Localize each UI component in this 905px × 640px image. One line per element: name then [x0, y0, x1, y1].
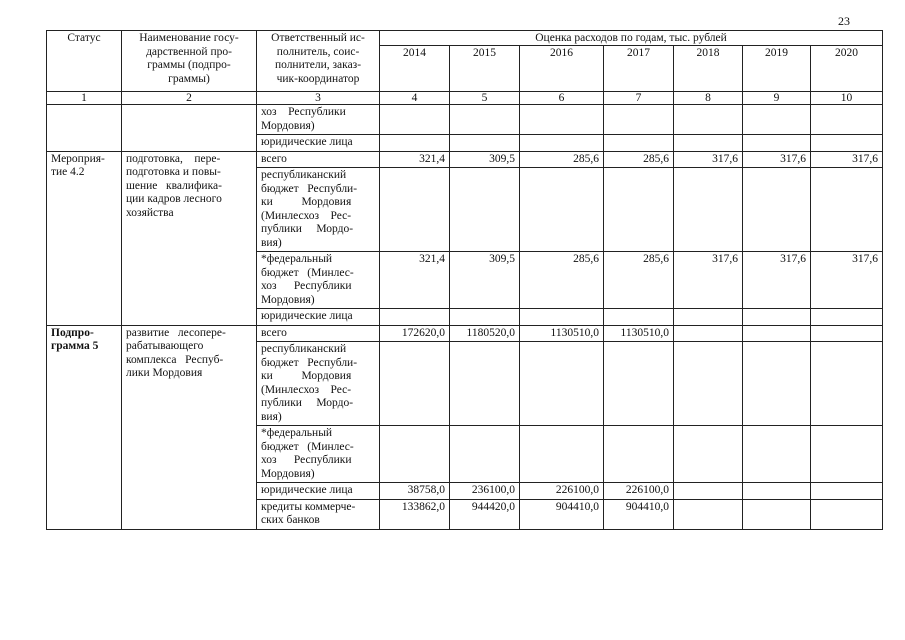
- year-2014: 2014: [380, 46, 450, 92]
- value-cell: 944420,0: [450, 499, 520, 529]
- header-estimate: Оценка расходов по годам, тыс. рублей: [380, 31, 883, 46]
- col-num: 1: [47, 92, 122, 105]
- responsible-cell: кредиты коммерче- ских банков: [257, 499, 380, 529]
- responsible-cell: юридические лица: [257, 309, 380, 326]
- status-cell: Подпро- грамма 5: [47, 325, 122, 529]
- col-num: 6: [520, 92, 604, 105]
- value-cell: 317,6: [811, 151, 883, 168]
- responsible-cell: всего: [257, 151, 380, 168]
- value-cell: 236100,0: [450, 483, 520, 500]
- value-cell: 904410,0: [520, 499, 604, 529]
- header-row: [47, 31, 883, 46]
- expense-table: [46, 30, 883, 530]
- year-2016: 2016: [520, 46, 604, 92]
- year-2019: 2019: [743, 46, 811, 92]
- responsible-cell: хоз Республики Мордовия): [257, 105, 380, 135]
- responsible-cell: всего: [257, 325, 380, 342]
- status-cell: Мероприя- тие 4.2: [47, 151, 122, 325]
- value-cell: 1130510,0: [604, 325, 674, 342]
- value-cell: 321,4: [380, 252, 450, 309]
- value-cell: 309,5: [450, 151, 520, 168]
- value-cell: 172620,0: [380, 325, 450, 342]
- responsible-cell: республиканский бюджет Республи- ки Мордовия (Минлесхоз Рес- публики Мордо- вия): [257, 342, 380, 426]
- program-name-cell: подготовка, пере- подготовка и повы- шение квалифика- ции кадров лесного хозяйства: [122, 151, 257, 325]
- value-cell: 38758,0: [380, 483, 450, 500]
- year-2020: 2020: [811, 46, 883, 92]
- value-cell: 904410,0: [604, 499, 674, 529]
- value-cell: 317,6: [743, 151, 811, 168]
- responsible-cell: юридические лица: [257, 135, 380, 152]
- responsible-cell: юридические лица: [257, 483, 380, 500]
- responsible-cell: *федеральный бюджет (Минлес- хоз Республики Мордовия): [257, 426, 380, 483]
- year-2015: 2015: [450, 46, 520, 92]
- header-responsible: Ответственный ис- полнитель, соис- полнители, заказ- чик-координатор: [257, 31, 380, 92]
- year-2018: 2018: [674, 46, 743, 92]
- col-num: 9: [743, 92, 811, 105]
- value-cell: 1130510,0: [520, 325, 604, 342]
- status-cell: [47, 105, 122, 152]
- responsible-cell: республиканский бюджет Республи- ки Мордовия (Минлесхоз Рес- публики Мордо- вия): [257, 168, 380, 252]
- value-cell: 317,6: [674, 252, 743, 309]
- value-cell: 1180520,0: [450, 325, 520, 342]
- year-2017: 2017: [604, 46, 674, 92]
- page-number: 23: [838, 14, 850, 28]
- value-cell: 226100,0: [604, 483, 674, 500]
- header-status: Статус: [47, 31, 122, 92]
- value-cell: 309,5: [450, 252, 520, 309]
- table-row: [47, 105, 883, 135]
- value-cell: 317,6: [674, 151, 743, 168]
- col-num: 10: [811, 92, 883, 105]
- value-cell: 133862,0: [380, 499, 450, 529]
- program-name-cell: [122, 105, 257, 152]
- col-num: 2: [122, 92, 257, 105]
- value-cell: 285,6: [604, 252, 674, 309]
- value-cell: 317,6: [743, 252, 811, 309]
- value-cell: 285,6: [604, 151, 674, 168]
- col-num: 3: [257, 92, 380, 105]
- col-num: 5: [450, 92, 520, 105]
- column-numbers-row: [47, 92, 883, 105]
- value-cell: 226100,0: [520, 483, 604, 500]
- value-cell: 285,6: [520, 151, 604, 168]
- col-num: 4: [380, 92, 450, 105]
- table-row: [47, 151, 883, 168]
- col-num: 7: [604, 92, 674, 105]
- value-cell: 285,6: [520, 252, 604, 309]
- table-row: [47, 325, 883, 342]
- col-num: 8: [674, 92, 743, 105]
- header-program-name: Наименование госу- дарственной про- граммы (подпро- граммы): [122, 31, 257, 92]
- responsible-cell: *федеральный бюджет (Минлес- хоз Республики Мордовия): [257, 252, 380, 309]
- value-cell: 321,4: [380, 151, 450, 168]
- program-name-cell: развитие лесопере- рабатывающего комплекса Респуб- лики Мордовия: [122, 325, 257, 529]
- value-cell: 317,6: [811, 252, 883, 309]
